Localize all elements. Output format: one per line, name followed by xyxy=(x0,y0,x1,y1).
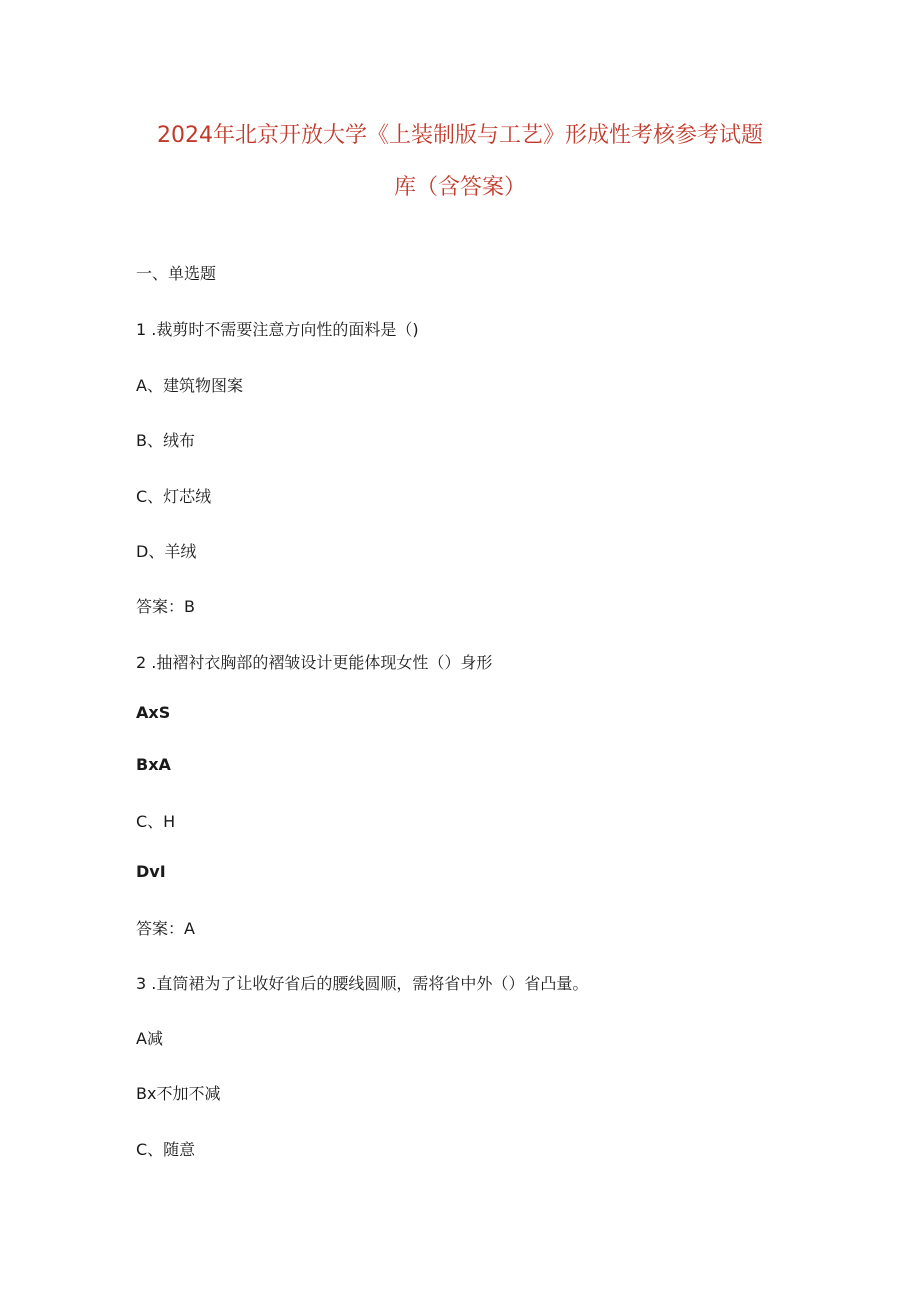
question-1-answer: 答案：B xyxy=(136,597,195,616)
question-1-option-d: D、羊绒 xyxy=(136,542,197,561)
question-2-option-d: DvI xyxy=(136,862,166,881)
question-3-option-c: C、随意 xyxy=(136,1140,196,1159)
question-3-option-a: A减 xyxy=(136,1029,163,1048)
question-1-option-b: B、绒布 xyxy=(136,431,195,450)
question-1-option-a: A、建筑物图案 xyxy=(136,376,243,395)
question-2-option-b: BxA xyxy=(136,755,171,774)
question-3-stem: 3 .直筒裙为了让收好省后的腰线圆顺，需将省中外（）省凸量。 xyxy=(136,974,589,993)
question-2-stem: 2 .抽褶衬衣胸部的褶皱设计更能体现女性（）身形 xyxy=(136,653,493,672)
question-3-option-b: Bx不加不减 xyxy=(136,1084,221,1103)
document-title-line-2: 库（含答案） xyxy=(393,175,526,200)
document-title-line-1: 2024年北京开放大学《上装制版与工艺》形成性考核参考试题 xyxy=(157,123,763,148)
question-2-answer: 答案：A xyxy=(136,919,195,938)
section-heading: 一、单选题 xyxy=(136,264,217,283)
question-1-option-c: C、灯芯绒 xyxy=(136,487,212,506)
question-1-stem: 1 .裁剪时不需要注意方向性的面料是（) xyxy=(136,320,419,339)
question-2-option-a: AxS xyxy=(136,703,171,722)
question-2-option-c: C、H xyxy=(136,812,176,831)
